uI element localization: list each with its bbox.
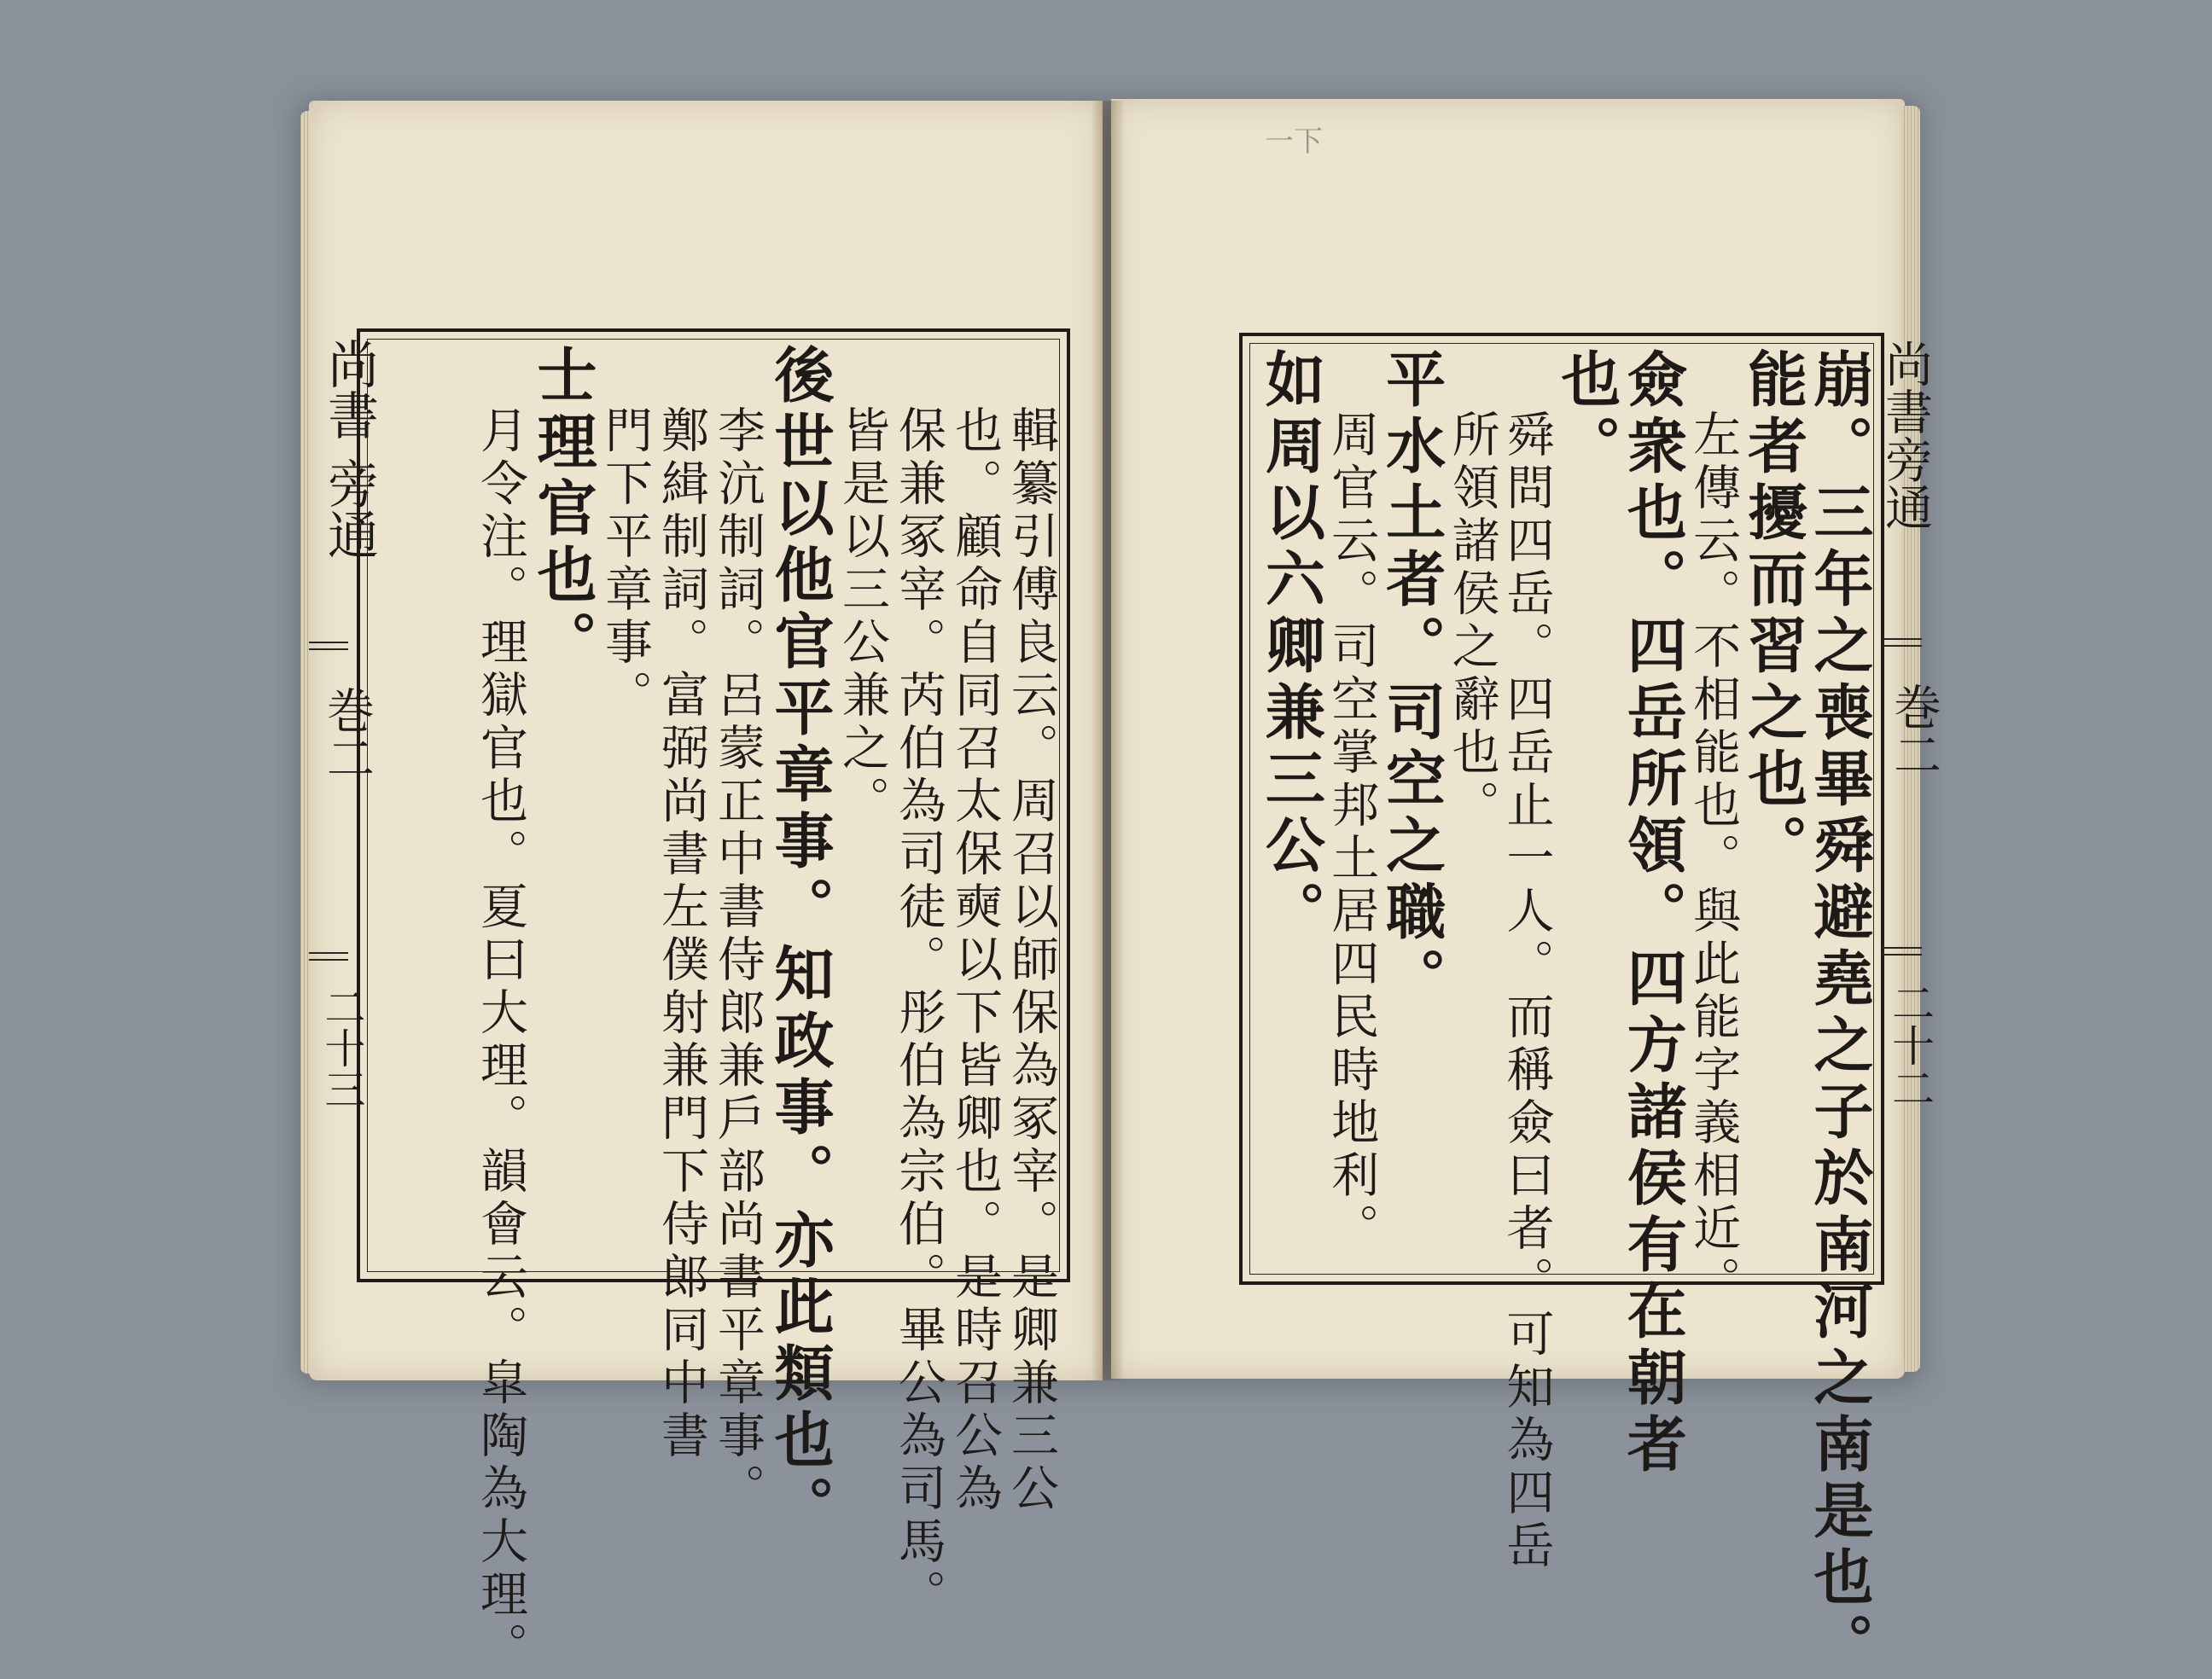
margin-title: 尚書旁通 [1877, 340, 1933, 531]
text-column: 如周以六卿兼三公。 [1255, 348, 1327, 947]
text-column: 士理官也。 [527, 344, 598, 677]
book-gutter [1092, 101, 1123, 1380]
left-columns [372, 344, 1059, 1675]
commentary-column: 月令注。理獄官也。夏曰大理。韻會云。皐陶為大理。 [473, 405, 528, 1675]
text-column: 僉衆也。四岳所領。四方諸侯有在朝者 [1617, 348, 1689, 1479]
commentary-column: 鄭緝制詞。富弼尚書左僕射兼門下侍郎同中書 [654, 405, 709, 1463]
fishtail-mark [309, 952, 348, 957]
commentary-column: 門下平章事。 [597, 405, 653, 723]
fishtail-mark [309, 642, 348, 647]
text-column: 能者擾而習之也。 [1738, 348, 1809, 880]
margin-title: 尚書 [319, 338, 379, 440]
commentary-column: 李沆制詞。呂蒙正中書侍郎兼戶部尚書平章事。 [710, 405, 765, 1516]
commentary-column: 舜問四岳。四岳止一人。而稱僉曰者。可知為四岳 [1499, 410, 1555, 1573]
commentary-column: 左傳云。不相能也。與此能字義相近。 [1685, 410, 1742, 1309]
fishtail-mark [1883, 947, 1922, 952]
margin-volume: 巻二 [319, 686, 375, 781]
commentary-column: 也。顧命自同召太保奭以下皆卿也。是時召公為 [947, 405, 1003, 1516]
right-margin-column [1879, 340, 1939, 1278]
commentary-column: 皆是以三公兼之。 [835, 405, 890, 828]
pencil-mark: 一下 [1265, 125, 1323, 159]
commentary-column: 輯纂引傅良云。周召以師保為冢宰。是卿兼三公 [1004, 405, 1059, 1516]
text-column: 崩。三年之喪畢舜避堯之子於南河之南是也。 [1804, 348, 1875, 1679]
margin-title-2: 旁通 [319, 457, 379, 560]
commentary-column: 周官云。司空掌邦土居四民時地利。 [1324, 410, 1380, 1256]
commentary-column: 所領諸侯之辭也。 [1444, 410, 1500, 833]
fishtail-mark [1883, 638, 1922, 643]
commentary-column: 保兼冢宰。芮伯為司徒。彤伯為宗伯。畢公為司馬。 [891, 405, 946, 1622]
margin-folio: 二十二 [1885, 981, 1935, 1109]
text-column: 後世以他官平章事。知政事。亦此類也。 [765, 344, 835, 1542]
text-column: 平水土者。司空之職。 [1376, 348, 1447, 1014]
margin-volume: 巻二 [1886, 683, 1941, 778]
margin-folio: 二十三 [317, 986, 365, 1109]
right-text-frame [1239, 333, 1884, 1679]
left-text-frame [357, 328, 1070, 1675]
right-columns [1254, 348, 1875, 1679]
text-column: 也。 [1551, 348, 1622, 481]
